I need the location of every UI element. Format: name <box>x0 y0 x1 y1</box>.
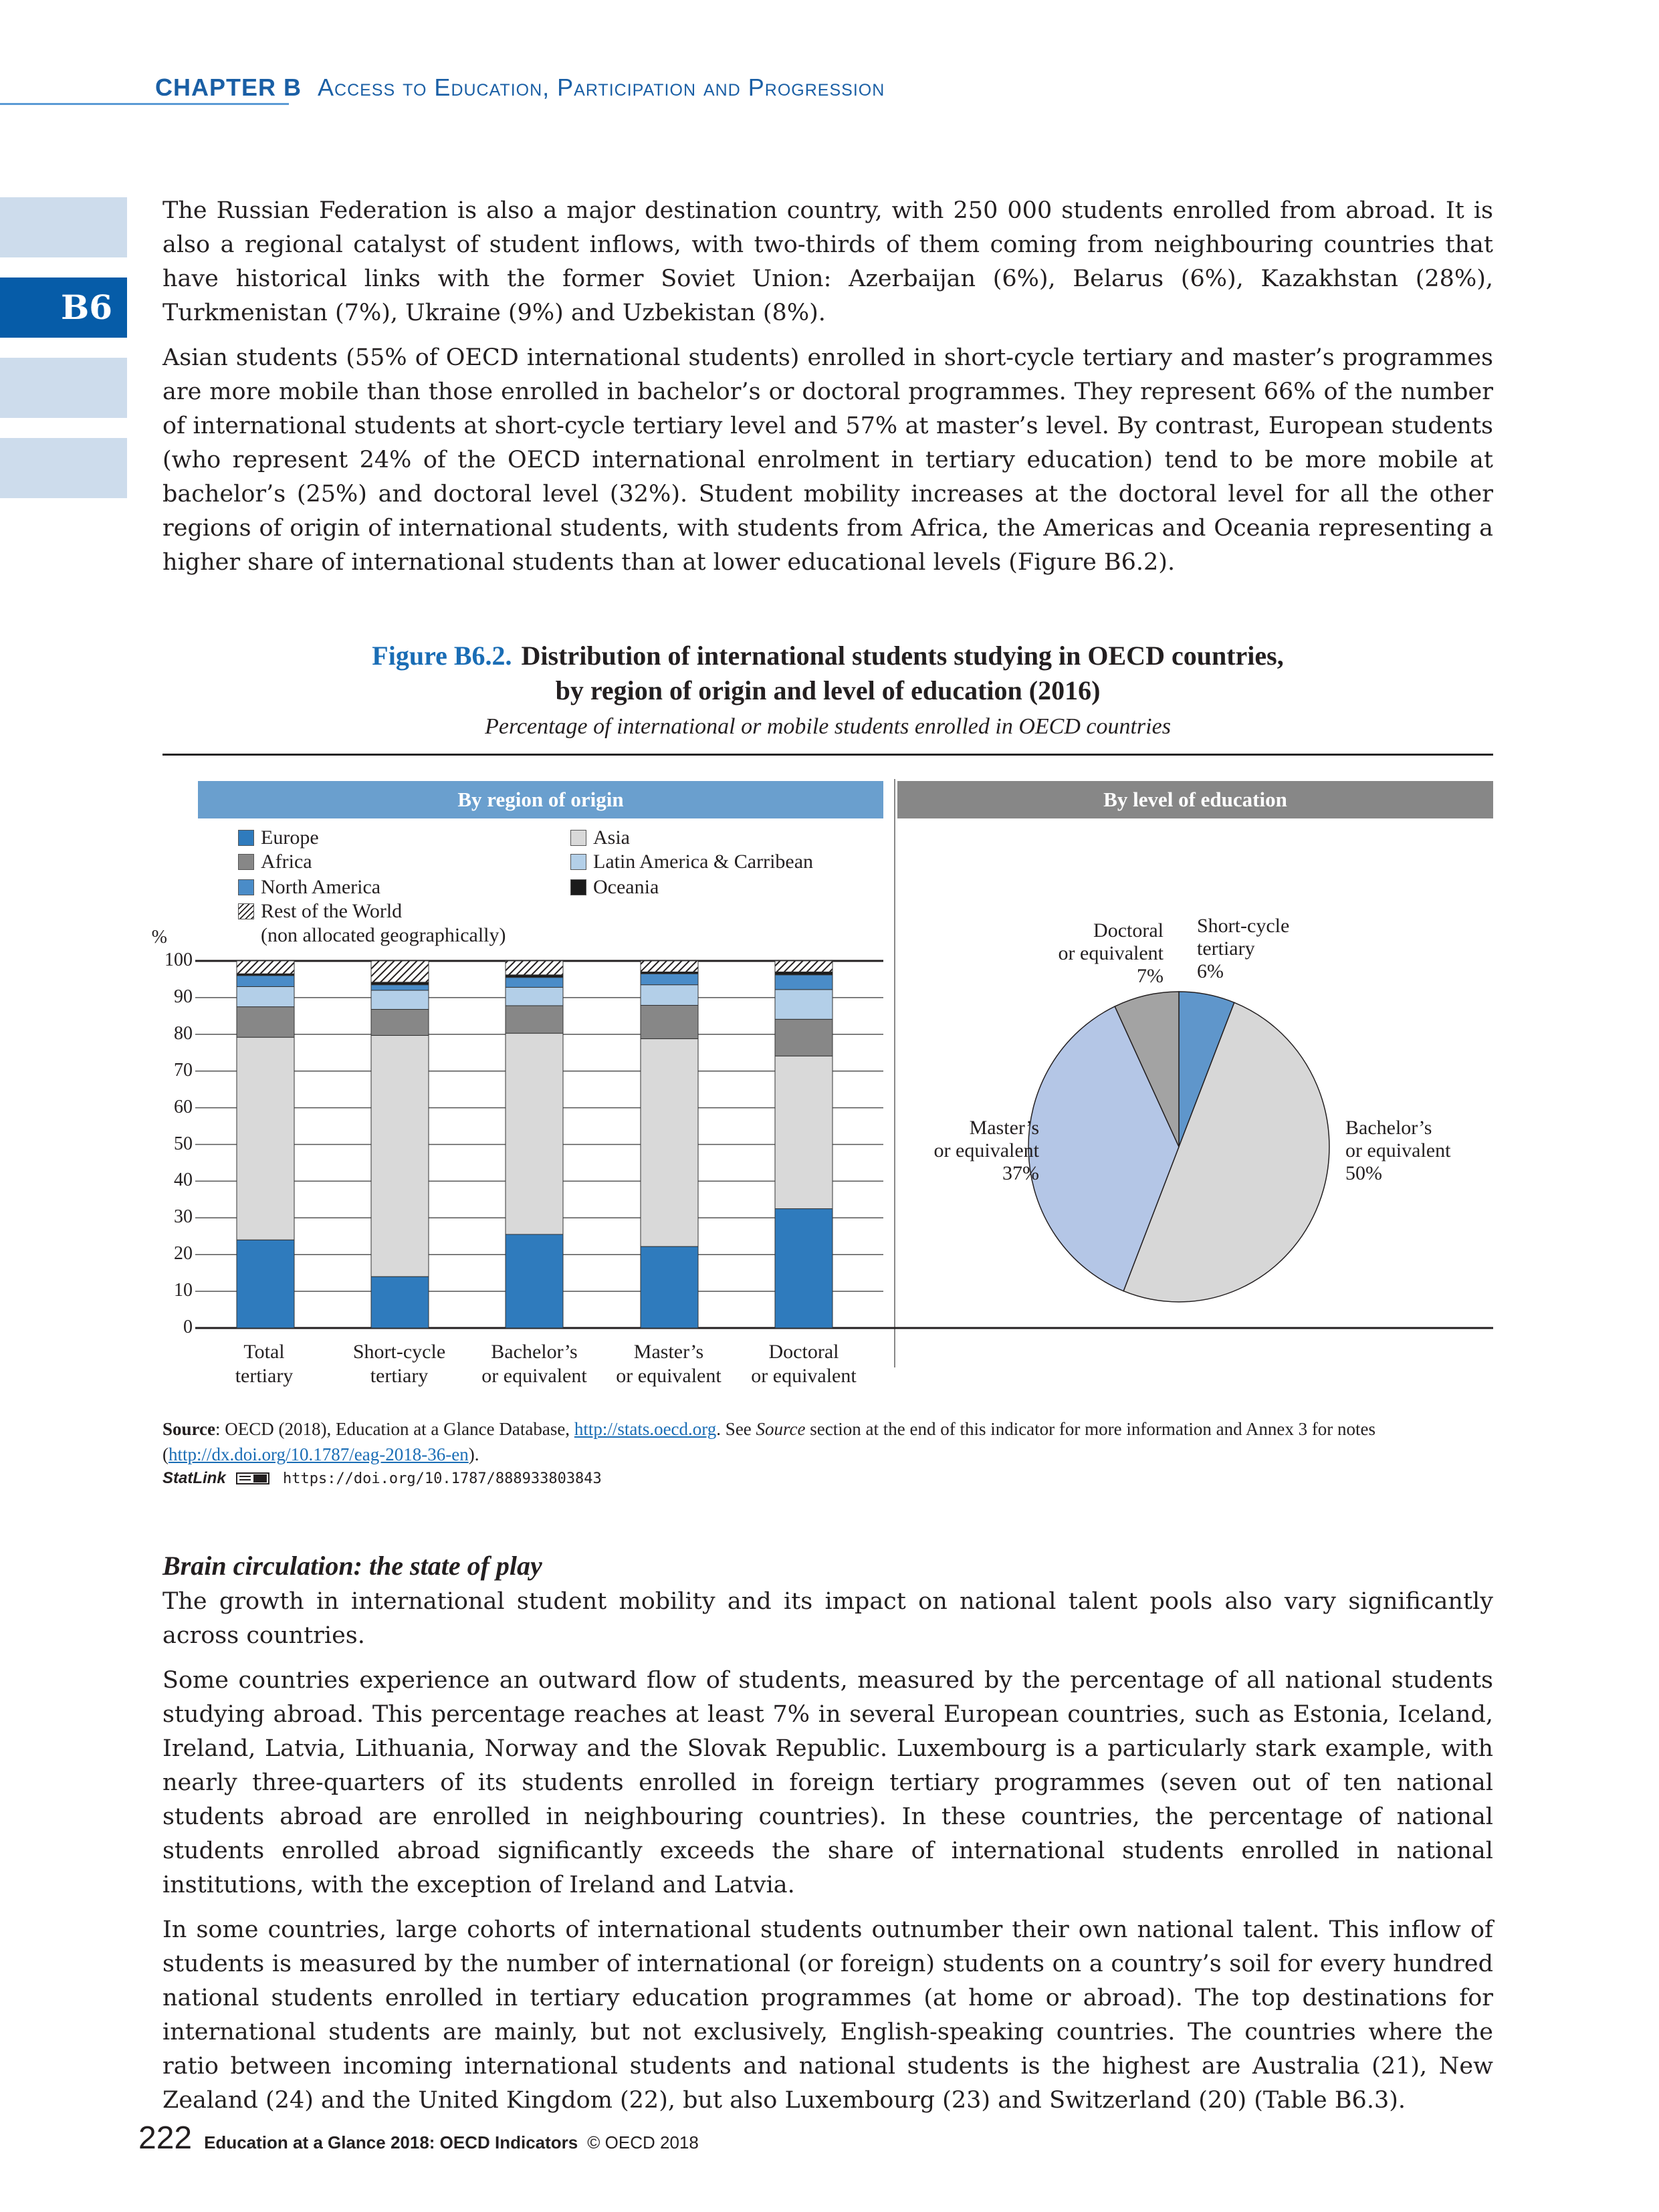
bar-segment <box>775 1209 833 1328</box>
statlink-logo-icon <box>236 1471 269 1486</box>
legend-europe: Europe <box>238 826 319 849</box>
legend-rest-of-world: Rest of the World <box>238 900 402 923</box>
legend-north-america: North America <box>238 876 380 899</box>
pie-label-doctoral: Doctoral or equivalent 7% <box>1058 919 1164 987</box>
y-tick-label: 40 <box>174 1170 193 1191</box>
figure-source: Source: OECD (2018), Education at a Glance Database, http://stats.oecd.org. See Source section at the end of this indicator for more information and Annex 3 for notes (http://dx.doi.org/10.1787/eag-2018-36-en). <box>162 1419 1376 1464</box>
bar-segment <box>237 1007 294 1038</box>
bar-segment <box>237 1240 294 1328</box>
chapter-title: Access to Education, Participation and Progression <box>318 74 885 101</box>
pie-label-bachelors: Bachelor’s or equivalent 50% <box>1345 1117 1451 1184</box>
y-axis-unit: % <box>151 927 167 948</box>
y-tick-label: 10 <box>174 1280 193 1301</box>
legend-oceania: Oceania <box>570 876 659 899</box>
bar-segment <box>237 1037 294 1240</box>
bar-segment <box>506 988 563 1006</box>
left-panel-title: By region of origin <box>198 781 883 818</box>
bar-segment <box>506 975 563 978</box>
page-footer <box>138 2120 699 2156</box>
chapter-label: CHAPTER B <box>155 74 302 101</box>
bar-segment <box>641 1246 698 1328</box>
x-label-short-cycle: Short-cycle tertiary <box>352 1341 446 1387</box>
bar-segment <box>371 1035 429 1277</box>
bar-segment <box>371 985 429 990</box>
figure-title-line2: by region of origin and level of education (2016) <box>555 675 1101 705</box>
y-tick-label: 50 <box>174 1133 193 1154</box>
bar-segment <box>237 986 294 1006</box>
page-number: 222 <box>138 2120 193 2156</box>
bar-segment <box>641 1005 698 1038</box>
right-panel-title: By level of education <box>897 781 1493 818</box>
bar-segment <box>775 975 833 990</box>
legend-rest-of-world-note: (non allocated geographically) <box>261 924 506 946</box>
section-heading: Brain circulation: the state of play <box>162 1551 542 1581</box>
x-label-masters: Master’s or equivalent <box>616 1341 722 1387</box>
bar-segment <box>506 1234 563 1328</box>
legend-asia: Asia <box>570 826 630 849</box>
bar-segment <box>371 990 429 1010</box>
pie-label-masters: Master’s or equivalent 37% <box>933 1117 1039 1184</box>
paragraph: The growth in international student mobility and its impact on national talent pools also vary significantly across countries. <box>162 1588 1493 1649</box>
paragraph: In some countries, large cohorts of international students outnumber their own national talent. This inflow of students is measured by the number of international (or foreign) students on a country’s soil for every hundred national students enrolled in tertiary education programmes (at home or abroad). The top destinations for international students are mainly, but not exclusively, English-speaking countries. The countries where the ratio between incoming international students and national students is the highest are Australia (21), New Zealand (24) and the United Kingdom (22), but also Luxembourg (23) and Switzerland (20) (Table B6.3). <box>162 1916 1493 2114</box>
y-tick-label: 100 <box>164 950 193 970</box>
pie-chart <box>1023 983 1337 1304</box>
y-tick-label: 30 <box>174 1206 193 1228</box>
publication-title: Education at a Glance 2018: OECD Indicators <box>204 2132 578 2152</box>
y-tick-label: 0 <box>183 1317 193 1337</box>
bar-segment <box>775 1056 833 1208</box>
bar-segment <box>506 1033 563 1234</box>
bar-segment <box>237 961 294 974</box>
paragraph: Some countries experience an outward flow of students, measured by the percentage of all national students studying abroad. This percentage reaches at least 7% in several European countries, such as Estonia, Iceland, Ireland, Latvia, Lithuania, Norway and the Slovak Republic. Luxembourg is a particularly stark example, with nearly three-quarters of its students enrolled in foreign tertiary programmes (seven out of ten national students abroad are enrolled in neighbouring countries). In these countries, the percentage of national students enrolled abroad significantly exceeds the share of international students enrolled in national institutions, with the exception of Ireland and Latvia. <box>162 1667 1493 1898</box>
stats-oecd-link[interactable]: http://stats.oecd.org <box>574 1419 717 1439</box>
paragraph: The Russian Federation is also a major destination country, with 250 000 students enrolled from abroad. It is also a regional catalyst of student inflows, with two-thirds of them coming from neighbouring countries that have historical links with the former Soviet Union: Azerbaijan (6%), Belarus (6%), Kazakhstan (28%), Turkmenistan (7%), Ukraine (9%) and Uzbekistan (8%). <box>162 197 1493 326</box>
statlink-url[interactable]: https://doi.org/10.1787/888933803843 <box>282 1470 602 1487</box>
bar-segment <box>506 1006 563 1033</box>
legend-latin-america: Latin America & Carribean <box>570 851 813 873</box>
bar-segment <box>371 1277 429 1328</box>
bar-segment <box>237 976 294 986</box>
y-tick-label: 90 <box>174 986 193 1007</box>
section-text <box>162 1585 1493 2128</box>
legend-africa: Africa <box>238 851 312 873</box>
side-tab-active: B6 <box>0 278 127 338</box>
paragraph: Asian students (55% of OECD international students) enrolled in short-cycle tertiary and master’s programmes are more mobile than those enrolled in bachelor’s or doctoral programmes. They represent 66% of the number of international students at short-cycle tertiary level and 57% at master’s level. By contrast, European students (who represent 24% of the OECD international enrolment in tertiary education) tend to be more mobile at bachelor’s (25%) and doctoral level (32%). Student mobility increases at the doctoral level for all the other regions of origin of international students, with students from Africa, the Americas and Oceania representing a higher share of international students than at lower educational levels (Figure B6.2). <box>162 344 1493 576</box>
bar-segment <box>371 982 429 985</box>
x-label-bachelors: Bachelor’s or equivalent <box>481 1341 587 1387</box>
copyright: © OECD 2018 <box>587 2132 699 2152</box>
figure-title-line1: Distribution of international students studying in OECD countries, <box>521 641 1284 671</box>
bar-segment <box>641 1038 698 1246</box>
bar-segment <box>641 974 698 984</box>
figure-number: Figure B6.2. <box>372 641 512 671</box>
y-tick-label: 70 <box>174 1059 193 1081</box>
bar-segment <box>371 1009 429 1035</box>
y-tick-label: 20 <box>174 1243 193 1264</box>
bar-segment <box>506 978 563 988</box>
bar-segment <box>775 972 833 974</box>
doi-notes-link[interactable]: http://dx.doi.org/10.1787/eag-2018-36-en <box>169 1444 469 1464</box>
bar-segment <box>775 990 833 1019</box>
y-tick-label: 80 <box>174 1022 193 1044</box>
bar-segment <box>641 961 698 972</box>
y-tick-label: 60 <box>174 1096 193 1117</box>
pie-label-short-cycle: Short-cycle tertiary 6% <box>1197 915 1290 982</box>
bar-segment <box>775 1019 833 1056</box>
x-label-doctoral: Doctoral or equivalent <box>751 1341 857 1387</box>
bar-segment <box>775 961 833 972</box>
bar-segment <box>641 985 698 1006</box>
x-label-total: Total tertiary <box>235 1341 294 1387</box>
bar-segment <box>371 961 429 982</box>
figure-subtitle: Percentage of international or mobile students enrolled in OECD countries <box>485 714 1171 739</box>
statlink: StatLink https://doi.org/10.1787/888933803843 <box>162 1469 602 1487</box>
bar-segment <box>506 961 563 975</box>
